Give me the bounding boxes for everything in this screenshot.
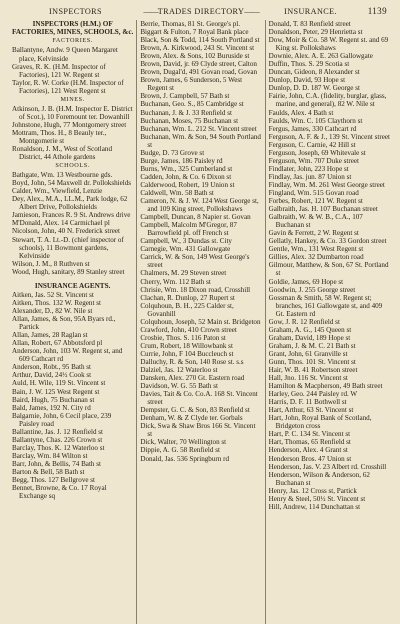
directory-entry: Barclay, Wm. 84 Wilton st xyxy=(12,451,88,460)
directory-entry: Anderson, Robt., 95 Bath st xyxy=(12,363,92,372)
directory-entry: Cadden, John, & Co. 6 Dixon st xyxy=(140,172,232,181)
directory-entry: Davies, Tait & Co. Co.A. 168 St. Vincent street xyxy=(140,390,258,407)
directory-entry: Crawford, John, 410 Crown street xyxy=(140,325,237,334)
directory-entry: Dalluchy, R. & Son, 140 Rose st. s.s xyxy=(140,357,244,366)
directory-entry: Crum, Robert, 18 Willowbank st xyxy=(140,341,233,350)
directory-entry: Ferguson, Joseph, 69 Whitevale st xyxy=(268,148,366,157)
directory-entry: Donald, Jas. 536 Springburn rd xyxy=(140,454,229,463)
directory-entry: Boyd, John, 54 Maxwell dr. Pollokshields xyxy=(12,179,132,188)
directory-entry: Wood, Hugh, sanitary, 89 Stanley street xyxy=(12,267,125,276)
directory-entry: Buchanan, Wm. L. 212 St. Vincent street xyxy=(140,124,257,133)
directory-entry: Hall, Jno. 116 St. Vincent st xyxy=(268,374,348,383)
directory-entry: Bald, James, 192 N. City rd xyxy=(12,403,91,412)
directory-entry: Begg, Thos. 127 Bellgrove st xyxy=(12,476,96,485)
directory-entry: Burns, Wm., 325 Cumberland st xyxy=(140,164,233,173)
directory-entry: Barton & Bell, 58 Bath st xyxy=(12,468,85,476)
schools-list xyxy=(12,171,133,276)
directory-entry: Dalziel, Jas. 12 Waterloo st xyxy=(140,366,218,375)
factories-list xyxy=(12,46,133,94)
directory-entry: Gillies, Alex. 32 Dumbarton road xyxy=(268,253,364,262)
directory-entry: Hart, Arthur, 63 St. Vincent st xyxy=(268,406,354,415)
directory-entry: Gow, J. R. 12 Renfield st xyxy=(268,317,340,326)
directory-entry: Faulds, Alex. 4 Bath st xyxy=(268,108,334,117)
directory-entry: Forbes, Robert, 121 W. Regent st xyxy=(268,197,363,206)
directory-entry: Caldwell, Wm. 58 Bath st xyxy=(140,188,214,197)
directory-entry: Faulds, Wm. C. 105 Claythorn st xyxy=(268,116,363,125)
directory-entry: Ronaldson, J. M., West of Scotland District, 44 Athole gardens xyxy=(12,145,112,162)
directory-entry: Arthur, David, 24½ Cook st xyxy=(12,371,92,380)
directory-entry: Findlay, Jas. jun. 87 Union st xyxy=(268,172,352,181)
directory-entry: Carrick, W. & Son, 149 West George's street xyxy=(140,253,250,270)
directory-entry: Chalmers, M. 29 Steven street xyxy=(140,269,227,278)
directory-entry: Brown, David, jr. 69 Clyde street, Calton xyxy=(140,60,257,69)
directory-entry: Cameron, N. & J. W. 124 West George st, and 109 King street, Pollokshaws xyxy=(140,197,259,214)
directory-entry: Harley, Geo. 244 Paisley rd. W xyxy=(268,390,358,399)
directory-entry: Fergus, James, 330 Cathcart rd xyxy=(268,124,357,133)
directory-entry: Brown, J. Campbell, 57 Bath st xyxy=(140,92,230,101)
directory-entry: Crosbie, Thos. S. 116 Paton st xyxy=(140,333,226,342)
directory-entry: Burge, James, 186 Paisley rd xyxy=(140,156,223,165)
directory-entry: Brown, Alex. & Sons, 102 Buruside st xyxy=(140,52,250,61)
directory-entry: Goldie, James, 69 Hope st xyxy=(268,277,344,286)
directory-entry: Graham, J. & M. C. 21 Bath st xyxy=(268,341,356,350)
directory-entry: Cherry, Wm. 112 Bath st xyxy=(140,277,211,286)
directory-entry: Henry, Jas. 12 Cross st, Partick xyxy=(268,486,357,495)
running-head-center-text: TRADES DIRECTORY xyxy=(157,7,245,16)
directory-entry: Hair, W. B. 41 Robertson street xyxy=(268,366,358,375)
directory-entry: Atkinson, J. B. (H.M. Inspector E. District of Scot.), 10 Foremount ter. Dowanhill xyxy=(12,104,133,121)
directory-entry: Dick, Swa & Shaw Bros 166 St. Vincent st xyxy=(140,422,256,439)
directory-entry: Dow, Moir & Co. 58 W. Regent st. and 69 King st. Pollokshaws xyxy=(268,36,389,53)
directory-entry: Budge, D. 73 Grove st xyxy=(140,148,205,157)
directory-entry: Hart, P. C. 134 St. Vincent st xyxy=(268,430,351,439)
directory-entry: Dunlop, D. D. 187 W. George st xyxy=(268,84,360,93)
directory-entry: Allan, Robert, 67 Abbotsford pl xyxy=(12,339,103,348)
directory-entry: Galbraith, W. & W. B., C.A., 107 Buchanan st xyxy=(268,213,363,230)
running-head-left: INSPECTORS xyxy=(49,7,102,16)
running-head xyxy=(9,6,393,18)
directory-entry: Alexander, D., 82 W. Nile st xyxy=(12,307,93,316)
directory-entry: Bain, J. W. 125 West Regent st xyxy=(12,387,100,396)
directory-entry: Aitken, Jas. 52 St. Vincent st xyxy=(12,290,94,299)
directory-entry: Dey, Alex., M.A., LL.M., Park lodge, 62 Albert Drive, Pollokshields xyxy=(12,195,128,212)
directory-entry: Ferguson, A. F. & J., 139 St. Vincent street xyxy=(268,132,390,141)
directory-entry: Black, Son & Todd, 114 South Portland st xyxy=(140,36,260,45)
running-head-center: ——TRADES DIRECTORY—— xyxy=(143,7,259,16)
directory-entry: Duncan, Gideon, 8 Alexander st xyxy=(268,68,360,77)
directory-entry: Gentle, Wm., 131 West Regent st xyxy=(268,245,364,254)
directory-entry: Downie, Alex. A. E. 263 Gallowgate xyxy=(268,52,373,61)
directory-entry: Ferguson, C. Carnie, 42 Hill st xyxy=(268,140,356,149)
directory-entry: Buchanan, Moses, 75 Buchanan st xyxy=(140,116,239,125)
directory-entry: Hamilton & Macpherson, 49 Bath street xyxy=(268,382,383,391)
directory-entry: Findlater, John, 223 Hope st xyxy=(268,164,349,173)
directory-entry: Bennet, Browne, & Co. 17 Royal Exchange sq xyxy=(12,484,107,501)
directory-entry: Nicolson, John, 40 N. Frederick street xyxy=(12,227,120,236)
directory-entry: Campbell, Duncan, 8 Napier st. Govan xyxy=(140,213,251,222)
directory-entry: Gunn, Thos. 101 St. Vincent st xyxy=(268,357,356,366)
mines-list xyxy=(12,105,133,161)
directory-entry: Fairie, John, C.A. (fidelity, burglar, glass, marine, and general), 82 W. Nile st xyxy=(268,92,387,109)
directory-entry: Johnstone, Hugh, 77 Montgomery street xyxy=(12,120,127,129)
directory-entry: Dunlop, David, 93 Hope st xyxy=(268,76,346,85)
directory-entry: Henry & Steel, 50½ St. Vincent st xyxy=(268,494,366,503)
directory-columns xyxy=(9,20,393,624)
insurance-agents-list xyxy=(12,291,133,500)
directory-entry: Campbell, W., 3 Dundas st. City xyxy=(140,237,232,246)
directory-entry: Gellatly, Hankey, & Co. 33 Gordon street xyxy=(268,237,387,246)
directory-entry: Aitken, Thos. 132 W. Regent st xyxy=(12,299,101,308)
directory-entry: Jamieson, Frances R. 9 St. Andrews drive xyxy=(12,211,131,220)
directory-entry: Buchanan, J. & J. 33 Renfield st xyxy=(140,108,232,117)
directory-entry: Donaldson, Peter, 29 Henrietta st xyxy=(268,28,363,37)
section-heading-insurance: INSURANCE AGENTS. xyxy=(34,281,111,290)
directory-entry: Gavin & Ferrett, 2 W. Regent st xyxy=(268,229,359,238)
directory-entry: M'Donald, Alex. 14 Carmichael pl xyxy=(12,219,110,228)
directory-entry: Davidson, W. G. 55 Bath st xyxy=(140,382,218,391)
directory-entry: Dippie, A. G. 58 Renfield st xyxy=(140,446,220,455)
directory-entry: Wilson, J. M., 8 Ruthven st xyxy=(12,259,90,268)
directory-entry: Findlay, Wm. M. 261 West George street xyxy=(268,180,385,189)
directory-entry: Grant, John, 61 Granville st xyxy=(268,349,348,358)
directory-entry: Dansken, Alex. 270 Gt. Eastern road xyxy=(140,374,245,383)
directory-entry: Buchanan, Wm. & Son, 94 South Portland st xyxy=(140,132,261,149)
subheading-mines: MINES. xyxy=(60,95,85,103)
directory-entry: Allan, James, & Son, 95A Byars rd., Partick xyxy=(12,315,116,332)
directory-entry: Berrie, Thomas, 81 St. George's pl. xyxy=(140,20,241,28)
column-3 xyxy=(265,20,393,624)
directory-entry: Henderson, Jas. V. 23 Albert rd. Crosshill xyxy=(268,462,387,471)
directory-entry: Mottram, Thos. H., 8 Beauly ter., Montgomerie st xyxy=(12,128,107,145)
directory-entry: Currie, John, F 104 Buccleuch st xyxy=(140,349,234,358)
directory-entry: Graves, R. K. (H.M. Inspector of Factories), 121 W. Regent st xyxy=(12,62,106,79)
directory-entry: Allan, James, 28 Raglan st xyxy=(12,331,88,340)
directory-entry: Harris, D. F. 11 Bothwell st xyxy=(268,398,347,407)
directory-entry: Fingland, Wm. 515 Govan road xyxy=(268,188,359,197)
directory-entry: Goodwin, J. 255 George street xyxy=(268,285,356,294)
directory-entry: Carnegie, Wm. 431 Gallowgate xyxy=(140,245,231,254)
directory-entry: Campbell, Malcolm M'Gregor, 87 Barrowfield pl. off French st xyxy=(140,221,237,238)
directory-entry: Colquhoun, B. H., 225 Calder st, Govanhill xyxy=(140,301,234,318)
subheading-schools: SCHOOLS. xyxy=(55,162,90,170)
directory-entry: Duffin, Thos. S. 29 Scotia st xyxy=(268,60,350,69)
directory-entry: Biggart & Fulton, 7 Royal Bank place xyxy=(140,28,249,37)
directory-entry: Brown, James, 6 Sunderson, 5 West Regent st xyxy=(140,76,243,93)
directory-entry: Dempster, G. C. & Son, 83 Renfield st xyxy=(140,406,250,415)
directory-entry: Buchanan, Geo. S., 85 Cambridge st xyxy=(140,100,244,109)
directory-entry: Brown, A. Kirkwood, 243 St. Vincent st xyxy=(140,44,255,53)
directory-entry: Hart, John, Royal Bank of Scotland, Bridgeton cross xyxy=(268,414,372,431)
directory-entry: Calderwood, Robert, 19 Union st xyxy=(140,180,235,189)
directory-entry: Dick, Walter, 70 Wellington st xyxy=(140,438,227,447)
directory-entry: Ballantine, Jas. J. 12 Renfield st xyxy=(12,427,104,436)
directory-entry: Ballantyne, Andw. 9 Queen Margaret place, Kelvinside xyxy=(12,46,118,63)
directory-entry: Stewart, T. A. Lt.-D. (chief inspector of schools), 11 Bowmont gardens, Kelvinside xyxy=(12,235,124,260)
column-1 xyxy=(9,20,136,624)
insurance-agents-list-continued xyxy=(140,20,261,463)
section-heading-inspectors: INSPECTORS (H.M.) OF FACTORIES, MINES, SCHOOLS, &c. xyxy=(12,20,134,37)
directory-entry: Calder, Wm., Viewfield, Lenzie xyxy=(12,187,103,196)
directory-entry: Barclay, Thos. K. 12 Waterloo st xyxy=(12,443,105,452)
directory-entry: Barr, John, & Bellis, 74 Bath st xyxy=(12,459,101,468)
directory-entry: Graham, David, 189 Hope st xyxy=(268,333,351,342)
page-number: 1139 xyxy=(367,6,387,16)
directory-entry: Bathgate, Wm. 13 Westbourne gds. xyxy=(12,171,113,180)
directory-entry: Auld, H. Wile, 119 St. Vincent st xyxy=(12,379,106,388)
directory-entry: Balgarnie, John, 6 Cecil place, 239 Paisley road xyxy=(12,411,112,428)
running-head-right: INSURANCE. xyxy=(284,7,337,16)
directory-entry: Chrisie, Wm. 18 Dixon road, Crosshill xyxy=(140,285,251,294)
directory-entry: Henderson Bros. 47 Union st xyxy=(268,454,352,463)
directory-entry: Graham, A. G., 145 Queen st xyxy=(268,325,352,334)
directory-entry: Hill, Andrew, 114 Dunchattan st xyxy=(268,502,361,511)
directory-entry: Donald, T. 83 Renfield street xyxy=(268,20,351,28)
directory-entry: Ferguson, Wm. 707 Duke street xyxy=(268,156,360,165)
directory-entry: Gossman & Smith, 58 W. Regent st; branches, 161 Gallowgate st, and 409 Gt. Eastern rd xyxy=(268,293,383,318)
directory-entry: Henderson, Alex. 4 Grant st xyxy=(268,446,348,455)
directory-entry: Henderson, Wilson & Anderson, 62 Buchanan st xyxy=(268,470,370,487)
insurance-agents-list-continued-2 xyxy=(269,20,390,511)
directory-entry: Clachan, R. Dunlop, 27 Rupert st xyxy=(140,293,235,302)
column-2 xyxy=(136,20,264,624)
directory-entry: Ballantyne, Chas. 226 Crown st xyxy=(12,435,103,444)
directory-entry: Colquhoun, Joseph, 52 Main st. Bridgeton xyxy=(140,317,261,326)
directory-entry: Taylor, R. W. Corke (H.M. Inspector of Factories), 121 West Regent st xyxy=(12,78,124,95)
directory-entry: Hart, Thomas, 65 Renfield st xyxy=(268,438,351,447)
directory-entry: Gilmour, Matthew, & Son, 67 St. Portland st xyxy=(268,261,389,278)
directory-entry: Denham, W. & Z Clyde ter. Gorbals xyxy=(140,414,243,423)
directory-entry: Brown, Dugal'd, 491 Govan road, Govan xyxy=(140,68,258,77)
directory-entry: Galbraith, Jas. H. 107 Buchanan street xyxy=(268,205,378,214)
directory-entry: Anderson, John, 103 W. Regent st, and 609 Cathcart rd xyxy=(12,347,123,364)
subheading-factories: FACTORIES. xyxy=(52,37,93,45)
directory-entry: Baird, Hugh, 75 Buchanan st xyxy=(12,395,95,404)
